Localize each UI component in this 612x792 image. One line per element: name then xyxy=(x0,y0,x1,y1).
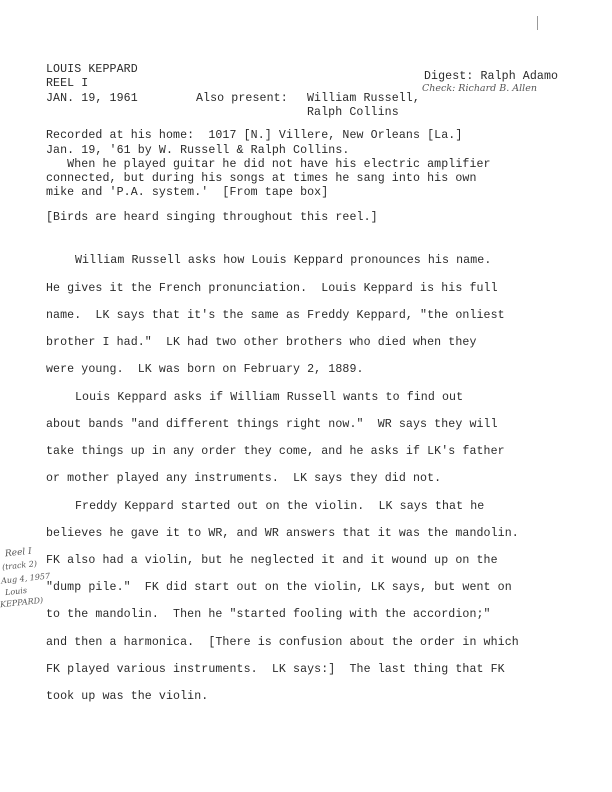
margin-note-line-2: (track 2) xyxy=(1,559,38,572)
body-line-17: took up was the violin. xyxy=(46,690,209,703)
body-line-2: He gives it the French pronunciation. Louis Keppard is his full xyxy=(46,282,498,295)
intro-line-3: When he played guitar he did not have his electric amplifier xyxy=(46,158,491,171)
body-line-11: believes he gave it to WR, and WR answers that it was the mandolin. xyxy=(46,527,519,540)
intro-line-1: Recorded at his home: 1017 [N.] Villere, New Orleans [La.] xyxy=(46,129,463,142)
check-handwritten-note: Check: Richard B. Allen xyxy=(422,83,537,94)
margin-note-line-3: Aug 4, 1957 xyxy=(0,571,51,586)
interviewee-name: LOUIS KEPPARD xyxy=(46,63,138,76)
margin-note-line-5: KEPPARD) xyxy=(0,595,44,610)
body-line-12: FK also had a violin, but he neglected it and it wound up on the xyxy=(46,554,498,567)
body-line-1: William Russell asks how Louis Keppard pronounces his name. xyxy=(75,254,492,267)
body-line-5: were young. LK was born on February 2, 1889. xyxy=(46,363,364,376)
body-line-16: FK played various instruments. LK says:] The last thing that FK xyxy=(46,663,505,676)
also-present-name-2: Ralph Collins xyxy=(307,106,399,119)
corner-mark xyxy=(537,16,538,30)
body-line-7: about bands "and different things right now." WR says they will xyxy=(46,418,498,431)
body-line-14: to the mandolin. Then he "started fooling with the accordion;" xyxy=(46,608,491,621)
also-present-label: Also present: xyxy=(196,92,288,105)
body-line-9: or mother played any instruments. LK says they did not. xyxy=(46,472,442,485)
body-line-8: take things up in any order they come, and he asks if LK's father xyxy=(46,445,505,458)
reel-label: REEL I xyxy=(46,77,89,90)
recording-date: JAN. 19, 1961 xyxy=(46,92,138,105)
birds-note: [Birds are heard singing throughout this reel.] xyxy=(46,211,378,224)
body-line-3: name. LK says that it's the same as Freddy Keppard, "the onliest xyxy=(46,309,505,322)
intro-line-5: mike and 'P.A. system.' [From tape box] xyxy=(46,186,329,199)
intro-line-2: Jan. 19, '61 by W. Russell & Ralph Collins. xyxy=(46,144,350,157)
body-line-10: Freddy Keppard started out on the violin. LK says that he xyxy=(75,500,485,513)
margin-note-line-4: Louis xyxy=(4,585,28,598)
body-line-6: Louis Keppard asks if William Russell wants to find out xyxy=(75,391,464,404)
body-line-4: brother I had." LK had two other brothers who died when they xyxy=(46,336,477,349)
digest-credit: Digest: Ralph Adamo xyxy=(424,70,559,83)
body-line-15: and then a harmonica. [There is confusion about the order in which xyxy=(46,636,519,649)
also-present-name-1: William Russell, xyxy=(307,92,420,105)
intro-line-4: connected, but during his songs at times he sang into his own xyxy=(46,172,477,185)
margin-note-line-1: Reel I xyxy=(4,546,33,560)
body-line-13: "dump pile." FK did start out on the violin, LK says, but went on xyxy=(46,581,512,594)
